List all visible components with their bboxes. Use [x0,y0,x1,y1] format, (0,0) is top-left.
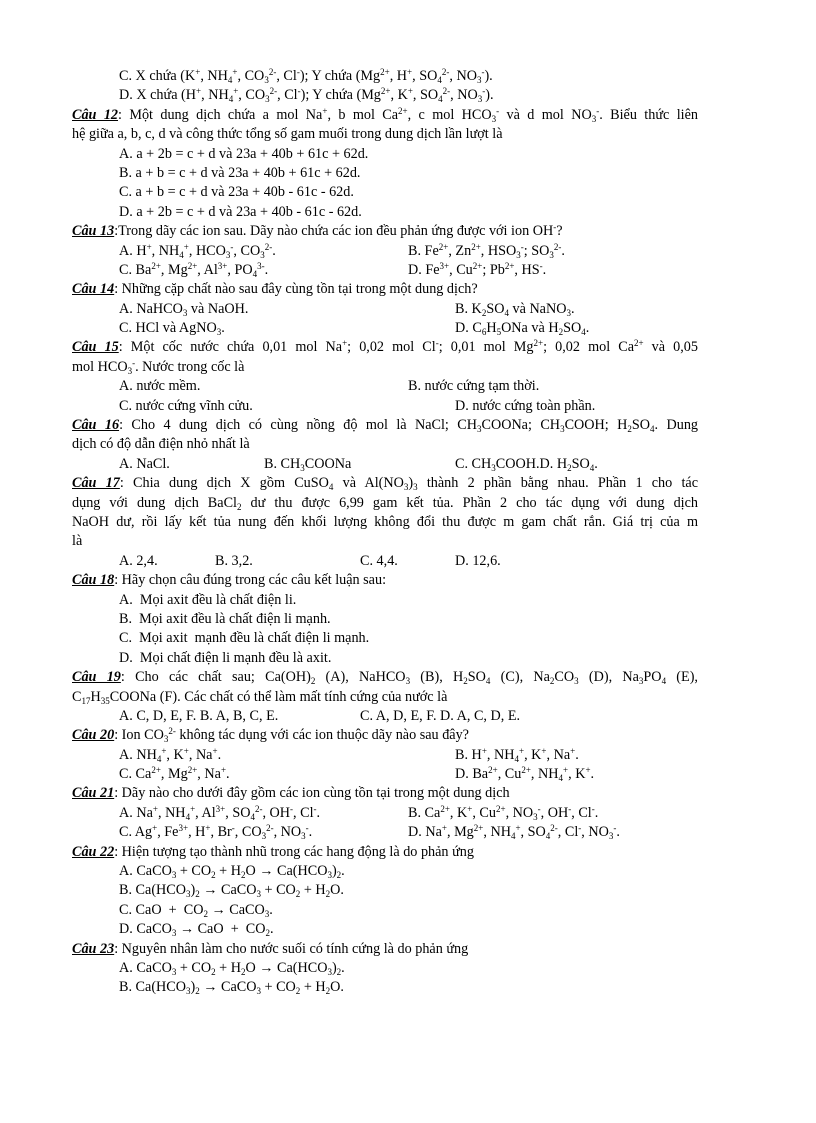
question-number: Câu 18 [72,572,115,589]
answer-option: C. $CH_3COOH.D$. $H_2SO_4$. [455,455,598,473]
answer-option: D. 12,6. [455,552,501,569]
question-number: Câu 14 [72,281,115,298]
answer-option: D. $Ba^{2+}$, $Cu^{2+}$, $NH_4^+$, K+. [455,765,595,784]
answer-option: B. $Ca(HCO_3)_2$ → CaCO$_3$ + $CO_2 + H_2O$. [119,882,344,900]
question-line [72,280,698,299]
answer-options-row [72,552,698,571]
question-number: Câu 19 [72,669,121,686]
answer-option: D. Na+, $Mg^{2+}$, $NH_4^+$, $SO_4^{2-}$, Cl-, $NO_3^-$. [408,823,620,842]
question-number: Câu 23 [72,940,115,957]
answer-option: C. nước cứng vĩnh cửu. [119,397,253,414]
text-line: mol $HCO_3^-$. Nước trong cốc là [72,357,245,376]
answer-option: A. CaCO$_3$ + $CO_2 + H_2O \to Ca(HCO_3)_2$. [119,863,345,881]
answer-option: C. HCl và AgNO$_3$. [119,320,225,338]
answer-option: B. $K_2SO_4$ và NaNO$_3$. [455,300,575,318]
question-text: :Trong dãy các ion sau. Dãy nào chứa các ion đều phản ứng được với ion OH-? [114,222,563,240]
question-line [72,571,698,590]
answer-options-row [72,804,698,823]
question-line [72,222,698,241]
question-line [72,106,698,125]
answer-options-row [72,397,698,416]
question-number: Câu 12 [72,106,119,123]
answer-option: C. $Ba^{2+}$, $Mg^{2+}$, $Al^{3+}$, $PO_4^{3-}$. [119,260,269,279]
answer-options-row [72,300,698,319]
answer-option: A. C, D, E, F. B. A, B, C, E. [119,707,279,724]
question-line [72,843,698,862]
answer-option: C. Mọi axit mạnh đều là chất điện li mạnh. [119,630,370,647]
text-line: NaOH dư, rồi lấy kết tủa nung đến khối lượng không đổi thu được m gam chất rắn. Giá trị của m [72,513,698,530]
answer-option: B. nước cứng tạm thời. [408,378,540,395]
answer-option: B. 3,2. [215,552,253,569]
answer-option: D. Mọi chất điện li mạnh đều là axit. [119,649,332,666]
answer-options-row [72,377,698,396]
answer-options-row [72,261,698,280]
question-text: : Một dung dịch chứa a mol Na+, b mol $Ca^{2+}$, c mol $HCO_3^-$ và d mol $NO_3^-$. Biểu thức liên [118,105,698,124]
answer-option: A. 2,4. [119,552,158,569]
question-text: : Chia dung dịch X gồm CuSO$_4$ và $Al(NO_3)_3$ thành 2 phần bằng nhau. Phần 1 cho tác [119,475,699,493]
question-text: : Dãy nào cho dưới đây gồm các ion cùng tồn tại trong một dung dịch [114,785,510,802]
answer-option: D. $C_6H_5ONa$ và $H_2SO_4$. [455,320,590,338]
answer-option: A. nước mềm. [119,378,201,395]
answer-option: C. CaO + $CO_2$ → CaCO$_3$. [119,901,273,919]
question-text: : Nguyên nhân làm cho nước suối có tính cứng là do phản ứng [114,940,469,957]
answer-option: C. a + b = c + d và 23a + 40b - 61c - 62d. [119,184,354,201]
answer-options-row [72,455,698,474]
question-line [72,726,698,745]
text-line: dụng với dung dịch BaCl$_2$ dư thu được 6,99 gam kết tủa. Phần 2 cho tác dụng với dung dịch [72,494,698,512]
question-line [72,940,698,959]
answer-option: A. NaHCO$_3$ và NaOH. [119,300,249,318]
question-number: Câu 17 [72,475,120,492]
answer-option: D. CaCO$_3$ → CaO + $CO_2$. [119,921,274,939]
question-text: : Hiện tượng tạo thành nhũ trong các hang động là do phản ứng [114,843,474,860]
answer-option: C. Ag+, $Fe^{3+}$, H+, Br-, $CO_3^{2-}$, $NO_3^-$. [119,823,313,842]
question-line [72,474,698,493]
question-number: Câu 15 [72,339,119,356]
question-number: Câu 13 [72,223,115,240]
answer-option: B. $Ca(HCO_3)_2$ → CaCO$_3$ + $CO_2 + H_2O$. [119,979,344,997]
question-number: Câu 20 [72,727,115,744]
answer-option: D. a + 2b = c + d và 23a + 40b - 61c - 62d. [119,203,362,220]
answer-option: B. $Ca^{2+}$, K+, $Cu^{2+}$, $NO_3^-$, OH-, Cl-. [408,803,599,822]
answer-option: D. X chứa (H+, $NH_4^+$, $CO_3^{2-}$, Cl-); Y chứa ($Mg^{2+}$, K+, $SO_4^{2-}$, $NO_3^-$). [119,86,494,105]
question-text: : Ion $CO_3^{2-}$ không tác dụng với các ion thuộc dãy nào sau đây? [114,726,469,745]
answer-option: C. 4,4. [360,552,398,569]
answer-option: B. $Fe^{2+}$, $Zn^{2+}$, $HSO_3^-$; $SO_3^{2-}$. [408,241,565,260]
answer-options-row [72,319,698,338]
answer-option: B. a + b = c + d và 23a + 40b + 61c + 62d. [119,164,361,181]
question-number: Câu 16 [72,417,120,434]
text-line: là [72,533,83,550]
question-line [72,338,698,357]
answer-option: B. Mọi axit đều là chất điện li mạnh. [119,610,331,627]
answer-options-row [72,823,698,842]
answer-option: B. H+, $NH_4^+$, K+, Na+. [455,745,579,764]
text-line: $C_{17}H_{35}COONa$ (F). Các chất có thể làm mất tính cứng của nước là [72,688,448,706]
answer-option: A. NaCl. [119,455,170,472]
question-line [72,416,698,435]
answer-option: A. Mọi axit đều là chất điện li. [119,591,297,608]
document-page [72,67,698,998]
answer-options-row [72,242,698,261]
text-line: hệ giữa a, b, c, d và công thức tổng số gam muối trong dung dịch lần lượt là [72,126,503,143]
question-number: Câu 22 [72,843,115,860]
answer-option: B. $CH_3COONa$ [264,455,352,473]
answer-option: A. $NH_4^+$, K+, Na+. [119,745,222,764]
question-text: : Một cốc nước chứa 0,01 mol Na+; 0,02 mol Cl-; 0,01 mol $Mg^{2+}$; 0,02 mol $Ca^{2+}$ và 0,05 [118,338,698,356]
question-number: Câu 21 [72,785,115,802]
question-text: : Cho 4 dung dịch có cùng nồng độ mol là NaCl; $CH_3COONa$; $CH_3COOH$; $H_2SO_4$. Dung [119,417,699,435]
answer-option: A. Na+, $NH_4^+$, $Al^{3+}$, $SO_4^{2-}$, OH-, Cl-. [119,803,321,822]
answer-option: D. $Fe^{3+}$, $Cu^{2+}$; $Pb^{2+}$, HS-. [408,260,547,278]
answer-option: C. X chứa (K+, $NH_4^+$, $CO_3^{2-}$, Cl-); Y chứa ($Mg^{2+}$, H+, $SO_4^{2-}$, $NO_3^-$). [119,67,493,85]
text-line: dịch có độ dẫn điện nhỏ nhất là [72,436,250,453]
question-line [72,784,698,803]
answer-option: A. a + 2b = c + d và 23a + 40b + 61c + 62d. [119,145,369,162]
question-text: : Hãy chọn câu đúng trong các câu kết luận sau: [114,572,387,589]
answer-options-row [72,707,698,726]
answer-option: A. CaCO$_3$ + $CO_2 + H_2O \to Ca(HCO_3)_2$. [119,959,345,977]
answer-options-row [72,746,698,765]
question-line [72,668,698,687]
answer-option: A. H+, $NH_4^+$, $HCO_3^-$, $CO_3^{2-}$. [119,241,276,260]
answer-option: D. nước cứng toàn phần. [455,397,596,414]
answer-options-row [72,765,698,784]
question-text: : Những cặp chất nào sau đây cùng tồn tại trong một dung dịch? [114,281,478,298]
answer-option: C. A, D, E, F. D. A, C, D, E. [360,707,521,724]
question-text: : Cho các chất sau; $Ca(OH)_2$ (A), NaHCO$_3$ (B), $H_2SO_4$ (C), $Na_2CO_3$ (D), $Na_3PO_4$ (E), [120,669,698,687]
answer-option: C. $Ca^{2+}$, $Mg^{2+}$, Na+. [119,765,230,783]
